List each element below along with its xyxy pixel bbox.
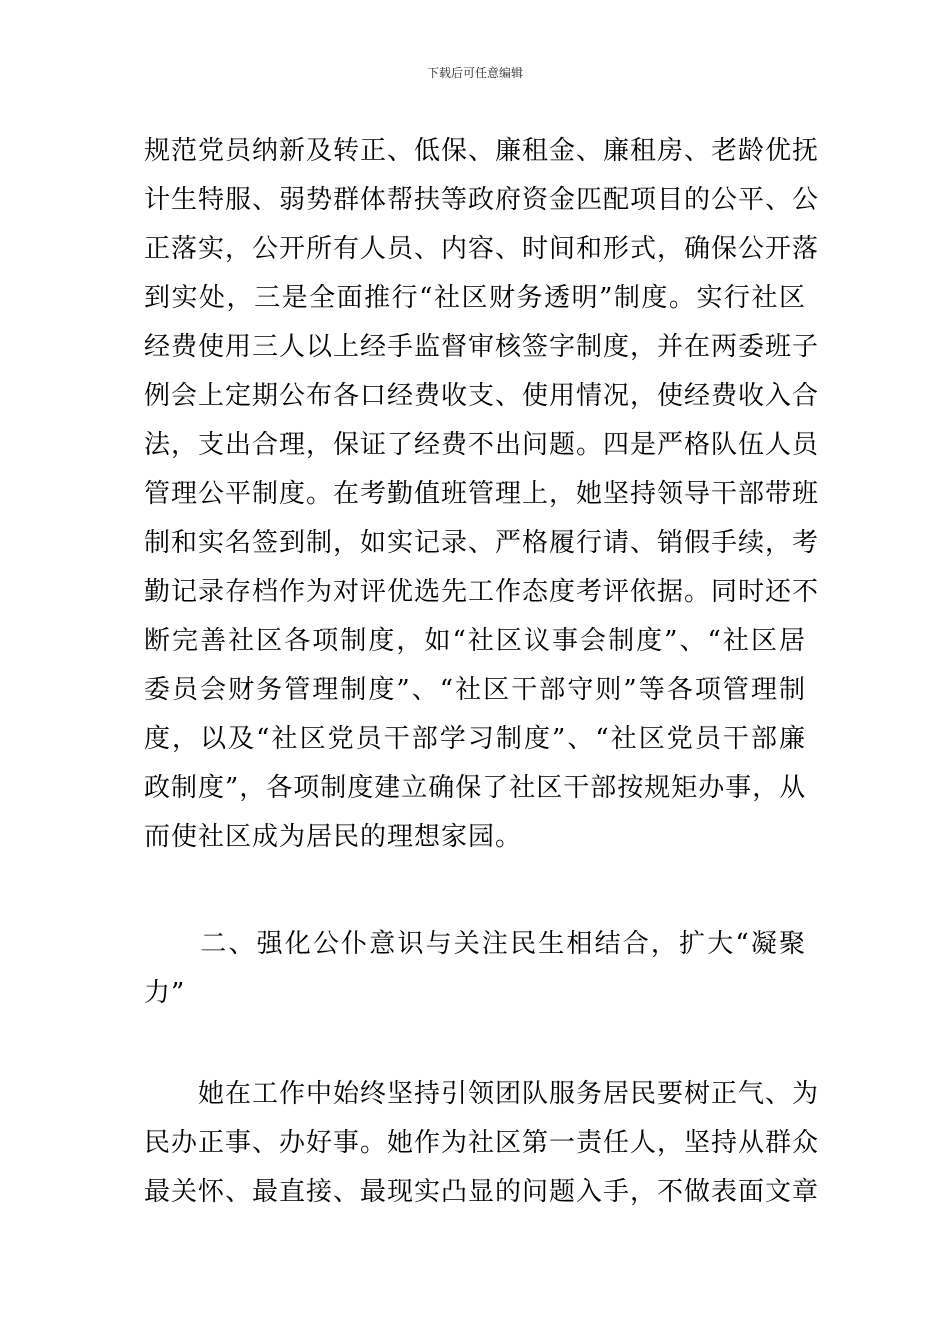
text-line: 例会上定期公布各口经费收支、使用情况，使经费收入合 (144, 381, 820, 411)
text-line: 而使社区成为居民的理想家园。 (144, 822, 523, 852)
paragraph-2 (144, 1070, 820, 1217)
text-line: 正落实，公开所有人员、内容、时间和形式，确保公开落 (144, 234, 820, 264)
heading-line: 力” (144, 978, 186, 1008)
text-line: 委员会财务管理制度”、“社区干部守则”等各项管理制 (144, 675, 806, 705)
text-line: 法，支出合理，保证了经费不出问题。四是严格队伍人员 (144, 430, 820, 460)
section-heading-2 (144, 920, 806, 1018)
text-line: 她在工作中始终坚持引领团队服务居民要树正气、为 (144, 1079, 820, 1109)
text-line: 制和实名签到制，如实记录、严格履行请、销假手续，考 (144, 528, 820, 558)
text-line: 勤记录存档作为对评优选先工作态度考评依据。同时还不 (144, 577, 820, 607)
header-note: 下载后可任意编辑 (426, 66, 523, 80)
text-line: 民办正事、办好事。她作为社区第一责任人，坚持从群众 (144, 1128, 820, 1158)
text-line: 规范党员纳新及转正、低保、廉租金、廉租房、老龄优抚 (144, 136, 820, 166)
paragraph-1 (144, 127, 820, 862)
text-line: 到实处，三是全面推行“社区财务透明”制度。实行社区 (144, 283, 806, 313)
text-line: 度，以及“社区党员干部学习制度”、“社区党员干部廉 (144, 724, 806, 754)
text-line: 断完善社区各项制度，如“社区议事会制度”、“社区居 (144, 626, 806, 656)
text-line: 经费使用三人以上经手监督审核签字制度，并在两委班子 (144, 332, 820, 362)
heading-line: 二、强化公仆意识与关注民生相结合，扩大“凝聚 (144, 929, 806, 959)
text-line: 政制度”，各项制度建立确保了社区干部按规矩办事，从 (144, 773, 807, 803)
text-line: 计生特服、弱势群体帮扶等政府资金匹配项目的公平、公 (144, 185, 820, 215)
text-line: 管理公平制度。在考勤值班管理上，她坚持领导干部带班 (144, 479, 820, 509)
text-line: 最关怀、最直接、最现实凸显的问题入手，不做表面文章 (144, 1177, 820, 1207)
